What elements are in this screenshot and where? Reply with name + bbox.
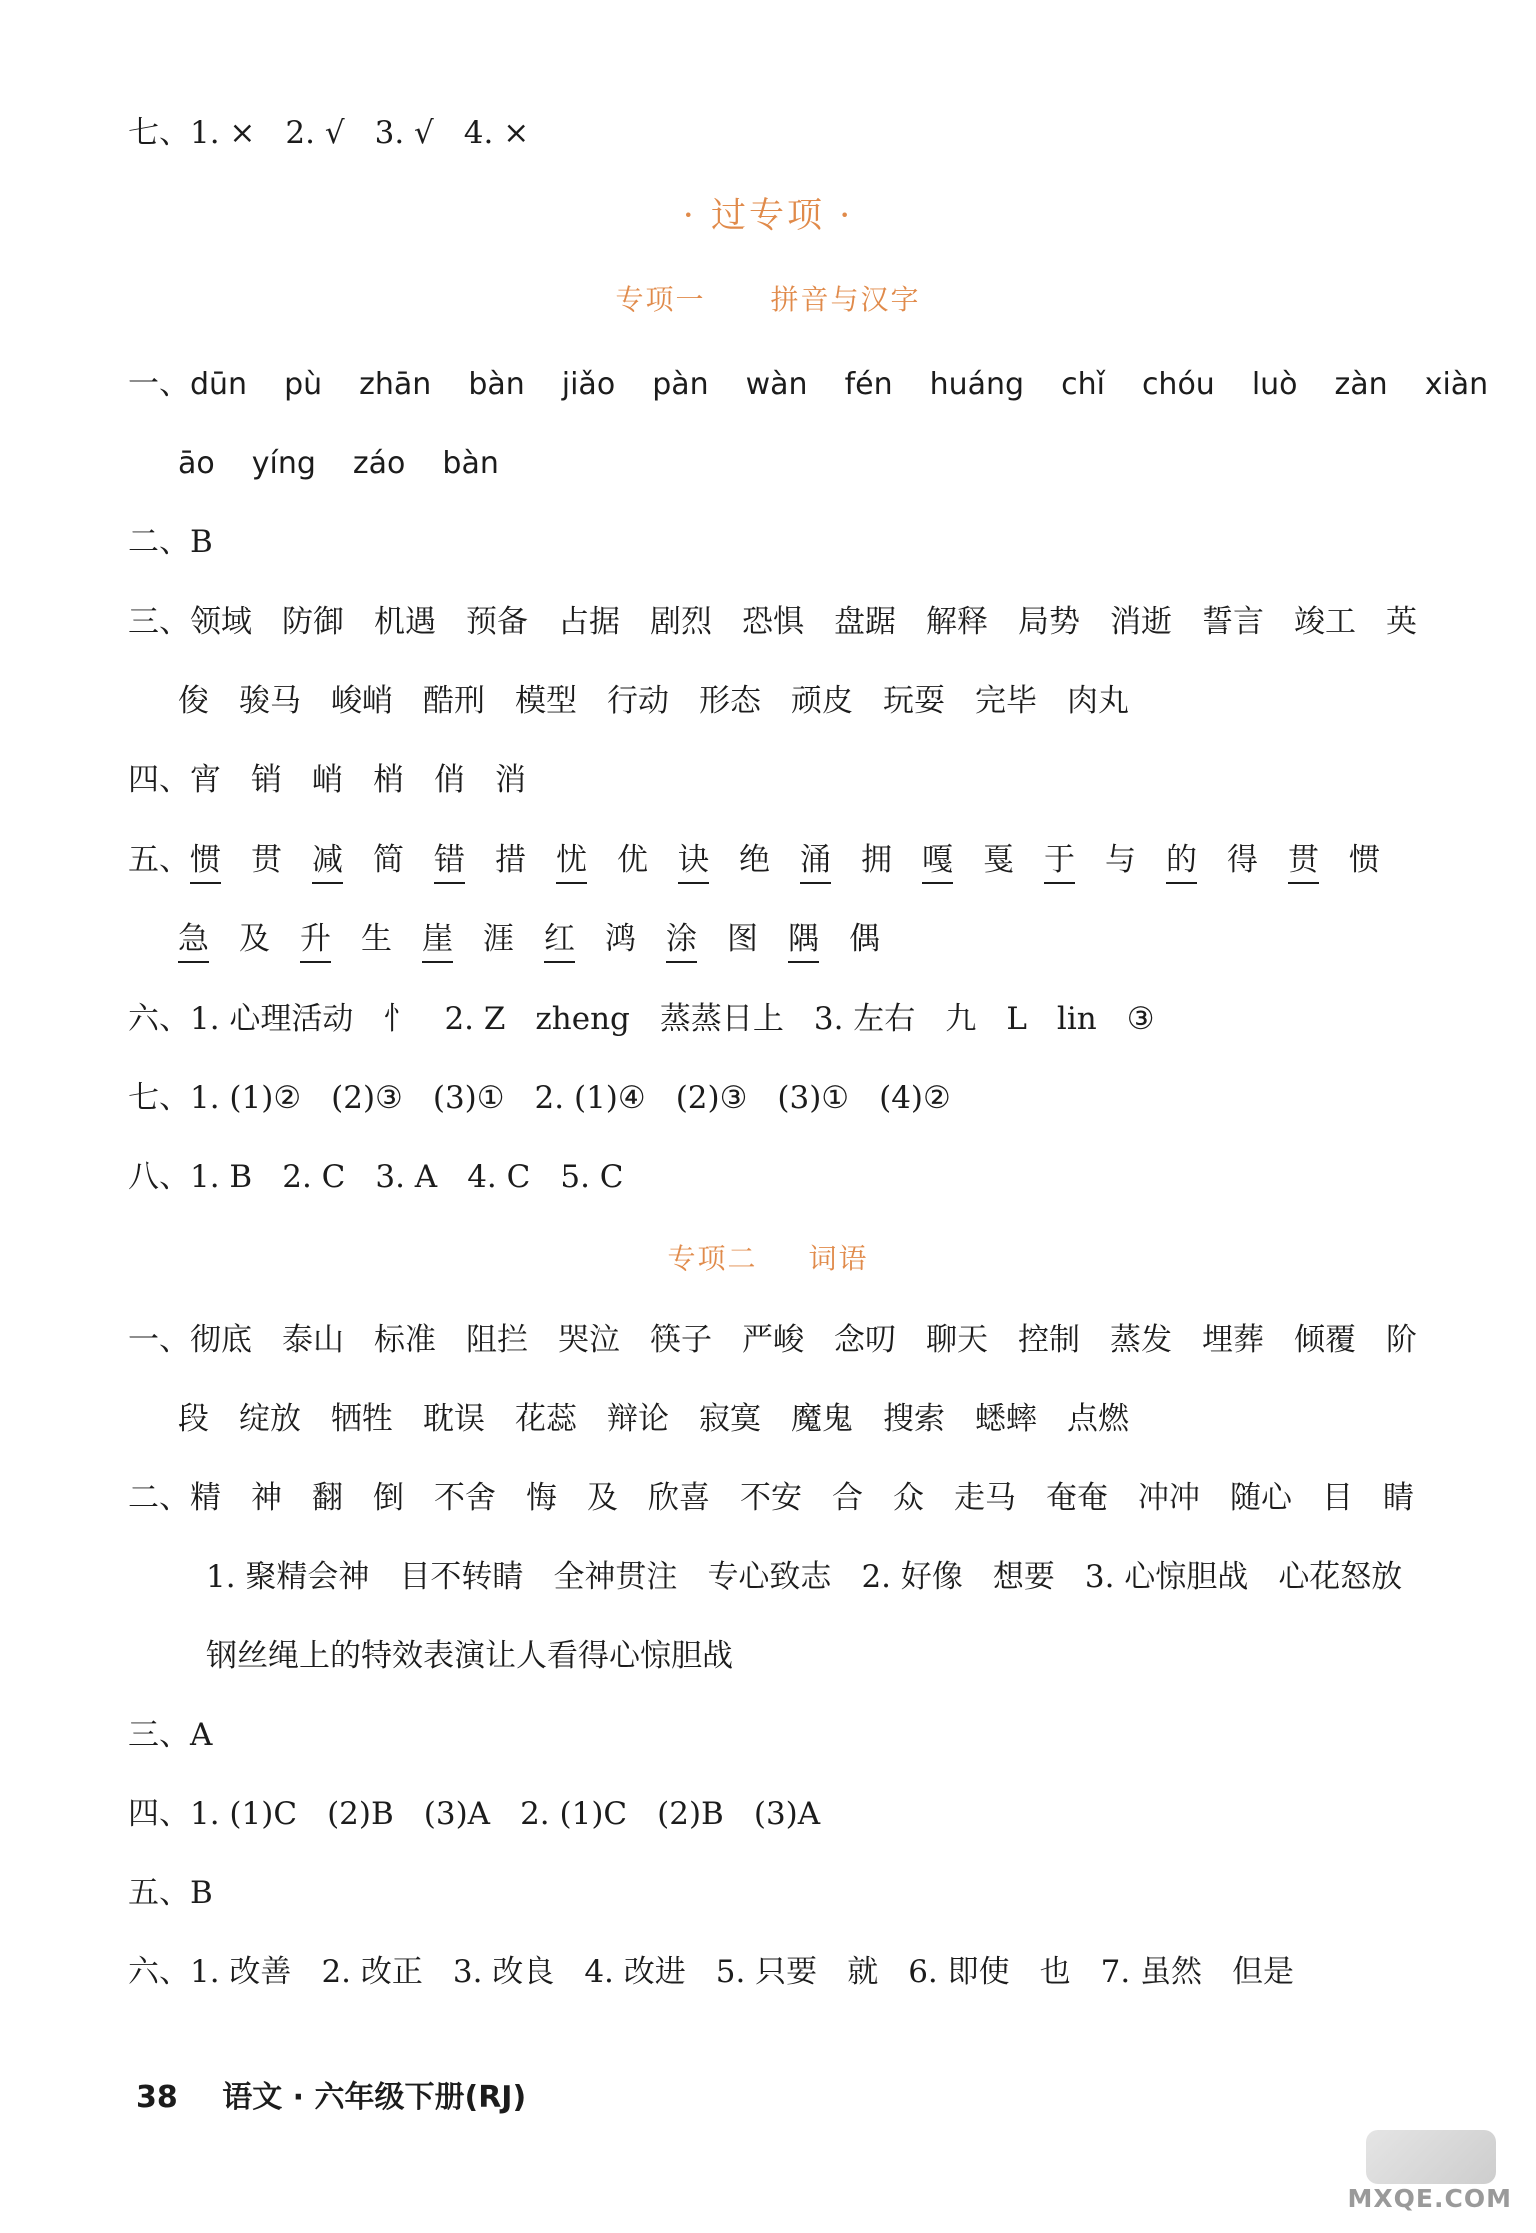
answer-item: 3. 改良	[452, 1954, 555, 1990]
answer-item: 花蕊	[515, 1401, 577, 1437]
answer-item: 红	[544, 919, 575, 963]
t2-q2-row2	[206, 1557, 1402, 1597]
section-title: · 过专项 ·	[682, 196, 854, 236]
answer-item: chǐ	[1061, 367, 1105, 402]
answer-item: 竣工	[1294, 604, 1356, 640]
t1-q5-row2	[178, 919, 880, 963]
answer-item: 崖	[422, 919, 453, 963]
answer-item: 1. (1)C	[190, 1796, 298, 1832]
page-footer	[136, 2072, 526, 2116]
answer-item: 英	[1386, 604, 1417, 640]
answer-item: 控制	[1018, 1322, 1080, 1358]
answer-item: 措	[495, 842, 526, 878]
t1-q7	[128, 1078, 951, 1118]
answer-item: 诀	[678, 840, 709, 884]
answer-item: 念叨	[834, 1322, 896, 1358]
answer-item: 随心	[1230, 1480, 1292, 1516]
answer-item: 倒	[373, 1480, 404, 1516]
answer-item: ③	[1126, 1001, 1155, 1037]
item-number: 五、	[128, 842, 190, 878]
answer-item: 1. 聚精会神	[206, 1559, 370, 1595]
answer-item: 睛	[1383, 1480, 1414, 1516]
answer-item: 3. √	[374, 115, 434, 151]
t1-q3-row2	[178, 681, 1129, 721]
answer-item: 1. 心理活动	[190, 1001, 354, 1037]
item-number: 七、	[128, 115, 190, 151]
answer-item: 忧	[556, 840, 587, 884]
answer-item: 于	[1044, 840, 1075, 884]
answer-item: 宵	[190, 762, 221, 798]
answer-item: 蒸发	[1110, 1322, 1172, 1358]
answer-item: 俏	[434, 762, 465, 798]
answer-item: 2. (1)④	[534, 1080, 646, 1116]
answer-item: 哭泣	[558, 1322, 620, 1358]
answer-item: 全神贯注	[553, 1559, 678, 1595]
answer-item: B	[190, 1875, 213, 1911]
answer-item: 7. 虽然	[1100, 1954, 1203, 1990]
answer-item: 2. 好像	[861, 1559, 963, 1595]
item-number: 一、	[128, 1322, 190, 1358]
item-number: 四、	[128, 1796, 190, 1832]
answer-item: 筷子	[650, 1322, 712, 1358]
answer-item: 错	[434, 840, 465, 884]
answer-item: (3)①	[777, 1080, 850, 1116]
answer-item: 誓言	[1202, 604, 1264, 640]
answer-item: 局势	[1018, 604, 1080, 640]
answer-item: 峭	[312, 762, 343, 798]
answer-item: 目	[1322, 1480, 1353, 1516]
answer-item: 惯	[1349, 842, 1380, 878]
answer-item: 标准	[374, 1322, 436, 1358]
t1-q8	[128, 1157, 624, 1197]
t2-q3	[128, 1715, 212, 1755]
answer-item: 2. 改正	[321, 1954, 423, 1990]
answer-item: 奄奄	[1046, 1480, 1108, 1516]
answer-item: 欣喜	[648, 1480, 710, 1516]
answer-item: 生	[361, 921, 392, 957]
answer-item: 4. 改进	[584, 1954, 686, 1990]
answer-item: 神	[251, 1480, 282, 1516]
t2-q2-row1	[128, 1478, 1414, 1518]
answer-item: 急	[178, 919, 209, 963]
answer-item: 得	[1227, 842, 1258, 878]
answer-item: 魔鬼	[791, 1401, 853, 1437]
answer-item: 1. ×	[190, 115, 256, 151]
answer-item: jiǎo	[561, 367, 616, 402]
answer-item: 涂	[666, 919, 697, 963]
answer-item: (3)A	[753, 1796, 821, 1832]
t1-q6	[128, 999, 1155, 1039]
answer-item: (2)③	[331, 1080, 403, 1116]
item-number: 二、	[128, 1480, 190, 1516]
answer-item: 惯	[190, 840, 221, 884]
answer-item: dūn	[190, 367, 248, 402]
t1-q5-row1	[128, 840, 1380, 884]
item-number: 三、	[128, 1717, 190, 1753]
answer-item: 骏马	[239, 683, 301, 719]
item-number: 六、	[128, 1001, 190, 1037]
answer-item: 盘踞	[834, 604, 896, 640]
t1-q3-row1	[128, 602, 1417, 642]
answer-item: zheng	[535, 1001, 630, 1037]
answer-item: 恐惧	[742, 604, 804, 640]
answer-item: 想要	[992, 1559, 1055, 1595]
answer-item: 模型	[515, 683, 577, 719]
answer-item: 预备	[466, 604, 528, 640]
answer-item: 玩耍	[883, 683, 945, 719]
answer-item: 俊	[178, 683, 209, 719]
answer-item: 搜索	[883, 1401, 945, 1437]
answer-item: 牺牲	[331, 1401, 393, 1437]
answer-item: 防御	[282, 604, 344, 640]
answer-item: fén	[844, 367, 893, 402]
answer-item: 6. 即使	[908, 1954, 1010, 1990]
book-subject: 语文 · 六年级下册(RJ)	[222, 2080, 527, 2115]
answer-item: 众	[893, 1480, 924, 1516]
answer-item: 阻拦	[466, 1322, 528, 1358]
answer-item: 埋葬	[1202, 1322, 1264, 1358]
topic2-title	[0, 1237, 1536, 1277]
answer-item: 3. 左右	[813, 1001, 916, 1037]
answer-item: 2. (1)C	[520, 1796, 628, 1832]
answer-item: 拥	[861, 842, 892, 878]
answer-item: 心花怒放	[1278, 1559, 1403, 1595]
answer-item: yíng	[251, 446, 316, 481]
answer-item: āo	[178, 446, 215, 481]
answer-item: (2)B	[327, 1796, 394, 1832]
answer-item: 领域	[190, 604, 252, 640]
topic1-title-name: 拼音与汉字	[770, 283, 921, 316]
answer-item: pàn	[652, 367, 709, 402]
t2-q6	[128, 1952, 1294, 1992]
answer-item: 蟋蟀	[975, 1401, 1037, 1437]
answer-item: 2. C	[282, 1159, 346, 1195]
answer-item: 1. B	[190, 1159, 253, 1195]
topic1-title-number: 专项一	[615, 283, 706, 316]
answer-item: 5. C	[560, 1159, 624, 1195]
answer-line-7-previous	[128, 113, 529, 153]
answer-item: 彻底	[190, 1322, 252, 1358]
answer-item: 优	[617, 842, 648, 878]
answer-item: 耽误	[423, 1401, 485, 1437]
t2-q5	[128, 1873, 213, 1913]
answer-item: 图	[727, 921, 758, 957]
answer-item: 也	[1039, 1954, 1071, 1990]
answer-item: xiàn	[1424, 367, 1489, 402]
t1-q4	[128, 760, 526, 800]
answer-item: 段	[178, 1401, 209, 1437]
answer-item: 不安	[740, 1480, 802, 1516]
answer-item: 戛	[983, 842, 1014, 878]
answer-item: 升	[300, 919, 331, 963]
answer-item: 不舍	[434, 1480, 496, 1516]
answer-item: 机遇	[374, 604, 436, 640]
t2-q1-row2	[178, 1399, 1129, 1439]
answer-item: 合	[832, 1480, 863, 1516]
answer-item: 与	[1105, 842, 1136, 878]
answer-item: bàn	[442, 446, 499, 481]
answer-item: 占据	[558, 604, 620, 640]
answer-item: 的	[1166, 840, 1197, 884]
answer-item: 翻	[312, 1480, 343, 1516]
watermark-text: MXQE.COM	[1347, 2184, 1512, 2213]
answer-item: 蒸蒸日上	[659, 1001, 784, 1037]
item-number: 一、	[128, 366, 190, 402]
answer-item: 绝	[739, 842, 770, 878]
answer-item: 峻峭	[331, 683, 393, 719]
answer-item: 2. Z	[444, 1001, 506, 1037]
answer-item: 2. √	[285, 115, 345, 151]
answer-item: 形态	[699, 683, 761, 719]
answer-item: 1. (1)②	[190, 1080, 302, 1116]
answer-item: (3)①	[432, 1080, 505, 1116]
answer-item: 简	[373, 842, 404, 878]
answer-item: 剧烈	[650, 604, 712, 640]
answer-item: 涌	[800, 840, 831, 884]
answer-item: 减	[312, 840, 343, 884]
t1-q2	[128, 522, 213, 562]
answer-item: 贯	[251, 842, 282, 878]
answer-item: 但是	[1232, 1954, 1295, 1990]
answer-item: 偶	[849, 921, 880, 957]
answer-item: huáng	[929, 367, 1025, 402]
item-number: 三、	[128, 604, 190, 640]
item-number: 八、	[128, 1159, 190, 1195]
answer-item: bàn	[468, 367, 525, 402]
answer-item: (2)③	[675, 1080, 748, 1116]
answer-item: 严峻	[742, 1322, 804, 1358]
answer-item: záo	[352, 446, 406, 481]
answer-item: 行动	[607, 683, 669, 719]
answer-item: 点燃	[1067, 1401, 1129, 1437]
answer-item: 隅	[788, 919, 819, 963]
t2-q1-row1	[128, 1320, 1417, 1360]
page-number: 38	[136, 2080, 178, 2115]
answer-item: 顽皮	[791, 683, 853, 719]
answer-item: 3. A	[375, 1159, 438, 1195]
answer-item: 3. 心惊胆战	[1084, 1559, 1249, 1595]
t2-q2-row3	[206, 1636, 733, 1676]
answer-item: 辩论	[607, 1401, 669, 1437]
answer-item: A	[190, 1717, 213, 1753]
topic2-title-name: 词语	[808, 1242, 869, 1275]
answer-item: 寂寞	[699, 1401, 761, 1437]
answer-item: zàn	[1334, 367, 1388, 402]
answer-item: pù	[284, 367, 323, 402]
answer-item: 悔	[526, 1480, 557, 1516]
answer-item: 精	[190, 1480, 221, 1516]
answer-item: 完毕	[975, 683, 1037, 719]
answer-item: 梢	[373, 762, 404, 798]
answer-item: 聊天	[926, 1322, 988, 1358]
answer-item: 解释	[926, 604, 988, 640]
answer-item: 冲冲	[1138, 1480, 1200, 1516]
answer-item: 专心致志	[707, 1559, 832, 1595]
answer-item: 钢丝绳上的特效表演让人看得心惊胆战	[206, 1638, 733, 1674]
answer-item: (4)②	[879, 1080, 951, 1116]
watermark-logo-icon	[1366, 2130, 1496, 2184]
answer-item: zhān	[359, 367, 432, 402]
answer-item: 消	[495, 762, 526, 798]
answer-item: 就	[847, 1954, 879, 1990]
answer-item: B	[190, 524, 213, 560]
answer-item: 九	[945, 1001, 977, 1037]
answer-item: chóu	[1141, 367, 1215, 402]
answer-item: 目不转睛	[399, 1559, 524, 1595]
answer-item: luò	[1251, 367, 1298, 402]
answer-item: 肉丸	[1067, 683, 1129, 719]
answer-item: (2)B	[657, 1796, 724, 1832]
item-number: 二、	[128, 524, 190, 560]
topic2-title-number: 专项二	[667, 1242, 758, 1275]
answer-item: 绽放	[239, 1401, 301, 1437]
item-number: 七、	[128, 1080, 190, 1116]
answer-item: 及	[239, 921, 270, 957]
watermark	[1322, 2130, 1512, 2226]
answer-item: 销	[251, 762, 282, 798]
answer-item: 1. 改善	[190, 1954, 292, 1990]
item-number: 五、	[128, 1875, 190, 1911]
answer-item: 倾覆	[1294, 1322, 1356, 1358]
answer-item: 泰山	[282, 1322, 344, 1358]
answer-item: 走马	[954, 1480, 1016, 1516]
item-number: 六、	[128, 1954, 190, 1990]
answer-item: 4. C	[467, 1159, 531, 1195]
answer-item: 鸿	[605, 921, 636, 957]
answer-item: 阶	[1386, 1322, 1417, 1358]
answer-item: 4. ×	[463, 115, 530, 151]
answer-item: (3)A	[423, 1796, 491, 1832]
answer-item: 嘎	[922, 840, 953, 884]
answer-item: lin	[1056, 1001, 1097, 1037]
answer-item: wàn	[745, 367, 808, 402]
t1-q1-row2	[178, 443, 499, 484]
answer-item: 及	[587, 1480, 618, 1516]
t1-q1-row1	[128, 364, 1488, 405]
answer-item: 消逝	[1110, 604, 1172, 640]
answer-item: L	[1006, 1001, 1027, 1037]
t2-q4	[128, 1794, 820, 1834]
answer-item: 忄	[383, 1001, 415, 1037]
item-number: 四、	[128, 762, 190, 798]
answer-item: 5. 只要	[715, 1954, 818, 1990]
topic1-title	[0, 278, 1536, 318]
answer-item: 酷刑	[423, 683, 485, 719]
answer-item: 涯	[483, 921, 514, 957]
answer-item: 贯	[1288, 840, 1319, 884]
